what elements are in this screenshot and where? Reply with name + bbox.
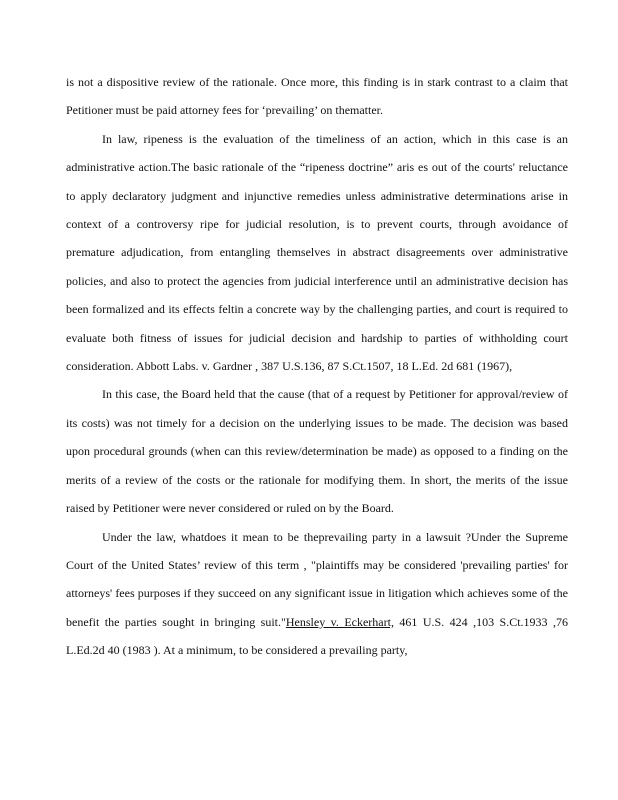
case-citation-link: Hensley v. Eckerhart, — [285, 614, 394, 629]
paragraph-4 — [66, 523, 568, 665]
paragraph-2: In law, ripeness is the evaluation of the timeliness of an action, which in this case is an administrative action.The basic rationale of the “ripeness doctrine” aris es out of the courts' reluctance to apply declaratory judgment and injunctive remedies unless administrative determinations arise in context of a controversy ripe for judicial resolution, is to prevent courts, through avoidance of premature adjudication, from entangling themselves in abstract disagreements over administrative policies, and also to protect the agencies from judicial interference until an administrative decision has been formalized and its effects feltin a concrete way by the challenging parties, and court is required to evaluate both fitness of issues for judicial decision and hardship to parties of withholding court consideration. Abbott Labs. v. Gardner , 387 U.S.136, 87 S.Ct.1507, 18 L.Ed. 2d 681 (1967), — [66, 131, 568, 374]
paragraph-3: In this case, the Board held that the cause (that of a request by Petitioner for approval/review of its costs) was not timely for a decision on the underlying issues to be made. The decision was based upon procedural grounds (when can this review/determination be made) as opposed to a finding on the merits of a review of the costs or the rationale for modifying them. In short, the merits of the issue raised by Petitioner were never considered or ruled on by the Board. — [66, 387, 568, 516]
body-text — [66, 68, 568, 665]
paragraph-4-text-before: Under the law, whatdoes it mean to be theprevailing party in a lawsuit ?Under the Supreme Court of the United States’ review of this term , "plaintiffs may be considered 'prevailing parties' for attorneys' fees purposes if they succeed on any significant issue in litigation which achieves some of the benefit the parties sought in bringing suit." — [66, 529, 568, 629]
paragraph-1: is not a dispositive review of the rationale. Once more, this finding is in stark contrast to a claim that Petitioner must be paid attorney fees for ‘prevailing’ on thematter. — [66, 75, 568, 118]
paragraph-4-text-after: 461 U.S. 424 ,103 S.Ct.1933 ,76 L.Ed.2d 40 (1983 ). At a minimum, to be considered a prevailing party, — [66, 614, 568, 658]
